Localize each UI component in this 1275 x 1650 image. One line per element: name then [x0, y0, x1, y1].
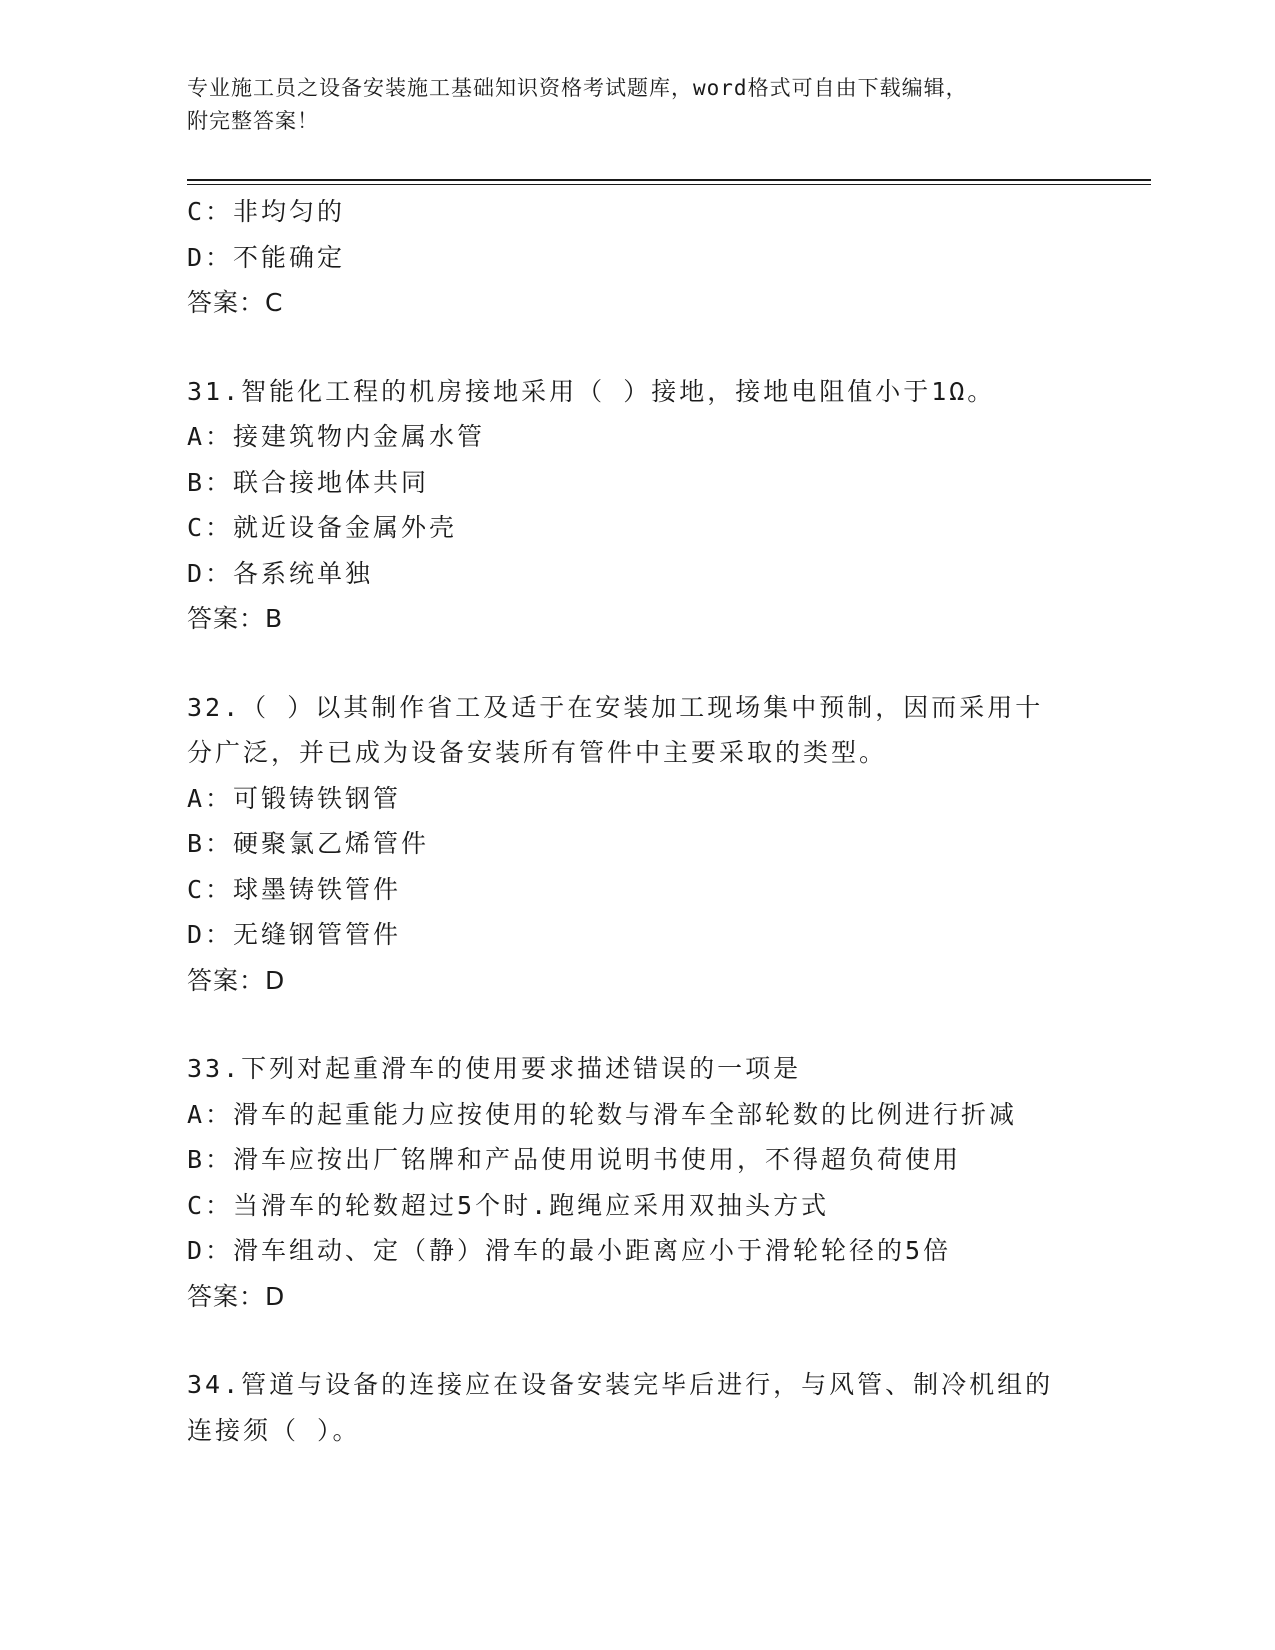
question-block-33 — [187, 1046, 1087, 1319]
document-header — [187, 72, 1087, 138]
option-a: A：可锻铸铁钢管 — [187, 783, 402, 813]
spacer — [187, 642, 1087, 685]
answer-line: 答案：C — [187, 288, 284, 317]
spacer — [187, 326, 1087, 369]
question-block-32 — [187, 685, 1087, 1004]
option-c: C：当滑车的轮数超过5个时.跑绳应采用双抽头方式 — [187, 1190, 830, 1220]
question-block-30 — [187, 189, 1087, 326]
question-stem-line-2: 分广泛，并已成为设备安装所有管件中主要采取的类型。 — [187, 738, 888, 767]
question-stem: 33.下列对起重滑车的使用要求描述错误的一项是 — [187, 1054, 802, 1083]
answer-line: 答案：D — [187, 965, 286, 995]
document-page — [187, 0, 1147, 1650]
option-d: D：滑车组动、定（静）滑车的最小距离应小于滑轮轮径的5倍 — [187, 1236, 952, 1265]
question-block-31 — [187, 369, 1087, 642]
option-d: D：不能确定 — [187, 242, 346, 272]
header-divider — [187, 179, 1151, 185]
option-c: C：球墨铸铁管件 — [187, 874, 402, 904]
option-a: A：接建筑物内金属水管 — [187, 422, 486, 451]
question-stem-line-1: 34.管道与设备的连接应在设备安装完毕后进行，与风管、制冷机组的 — [187, 1370, 1054, 1399]
header-title-line-1: 专业施工员之设备安装施工基础知识资格考试题库，word格式可自由下载编辑， — [187, 76, 968, 100]
option-d: D：无缝钢管管件 — [187, 920, 402, 949]
option-c: C：就近设备金属外壳 — [187, 513, 458, 542]
question-stem-line-1: 32.（ ）以其制作省工及适于在安装加工现场集中预制，因而采用十 — [187, 692, 1044, 722]
option-d: D：各系统单独 — [187, 558, 374, 588]
question-stem-line-2: 连接须（ ）。 — [187, 1415, 361, 1445]
answer-line: 答案：B — [187, 604, 284, 633]
answer-line: 答案：D — [187, 1281, 286, 1311]
option-b: B：滑车应按出厂铭牌和产品使用说明书使用，不得超负荷使用 — [187, 1145, 962, 1174]
question-list — [187, 189, 1087, 1453]
option-c: C：非均匀的 — [187, 197, 346, 226]
spacer — [187, 1003, 1087, 1046]
question-block-34 — [187, 1362, 1087, 1453]
header-title-line-2: 附完整答案！ — [187, 109, 319, 133]
spacer — [187, 1319, 1087, 1362]
option-a: A：滑车的起重能力应按使用的轮数与滑车全部轮数的比例进行折减 — [187, 1099, 1018, 1129]
option-b: B：硬聚氯乙烯管件 — [187, 829, 430, 858]
option-b: B：联合接地体共同 — [187, 467, 430, 497]
question-stem: 31.智能化工程的机房接地采用（ ）接地，接地电阻值小于1Ω。 — [187, 376, 996, 406]
